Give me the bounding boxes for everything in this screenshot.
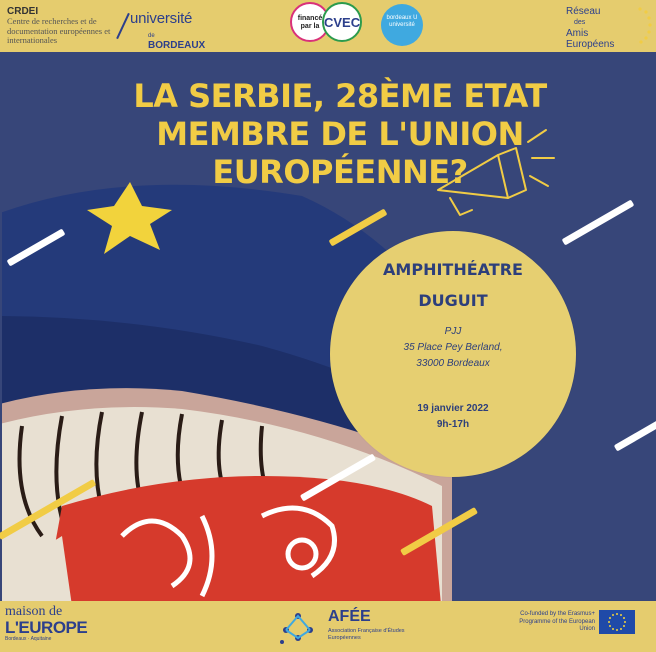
afee-logo [276, 604, 406, 650]
crdei-logo [7, 6, 125, 46]
afee-emblem-icon [278, 608, 318, 646]
erasmus-cofunded-logo [517, 608, 653, 644]
afee-full-name: Association Française d'Études Européennes [328, 628, 405, 641]
crdei-acronym: CRDEI [7, 6, 39, 17]
decor-stroke [614, 419, 656, 451]
maison-line3: Bordeaux · Aquitaine [5, 636, 52, 642]
universite-label: université [130, 10, 193, 27]
afee-name: AFÉE [328, 608, 371, 625]
reseau-line2: des [574, 19, 586, 26]
event-title: LA SERBIE, 28ÈME ETAT MEMBRE DE L'UNION EUROPÉENNE? [133, 77, 547, 191]
venue-name-line2: DUGUIT [418, 291, 488, 310]
maison-line1: maison de [5, 604, 63, 619]
maison-line2: L'EUROPE [5, 618, 88, 637]
maison-europe-logo [5, 604, 95, 650]
universite-badge: bordeaux U université [381, 4, 423, 46]
reseau-line3: Amis [566, 28, 589, 39]
reseau-line4: Européens [566, 39, 615, 50]
event-time: 9h-17h [436, 419, 470, 430]
address-line1: PJJ [444, 326, 462, 337]
universite-bordeaux-logo [122, 10, 212, 51]
cvec-logo [290, 2, 366, 50]
crdei-full-name: Centre de recherches et de documentation européennes et internationales [7, 16, 111, 45]
eu-stars-icon [612, 6, 652, 46]
address-line2: 35 Place Pey Berland, [403, 342, 503, 353]
address-line3: 33000 Bordeaux [416, 358, 490, 369]
decor-stroke [562, 199, 635, 245]
reseau-line1: Réseau [566, 6, 601, 17]
event-date: 19 janvier 2022 [417, 403, 489, 414]
cvec-funded-circle: financé par la [290, 2, 330, 42]
erasmus-text: Co-funded by the Erasmus+ Programme of the European Union [519, 611, 595, 632]
venue-name-line1: AMPHITHÉATRE [383, 260, 523, 279]
cvec-circle: CVEC [322, 2, 362, 42]
eu-flag-icon [599, 610, 635, 634]
reseau-amis-europeens-logo [566, 6, 652, 48]
bordeaux-label: de BORDEAUX [148, 33, 206, 51]
